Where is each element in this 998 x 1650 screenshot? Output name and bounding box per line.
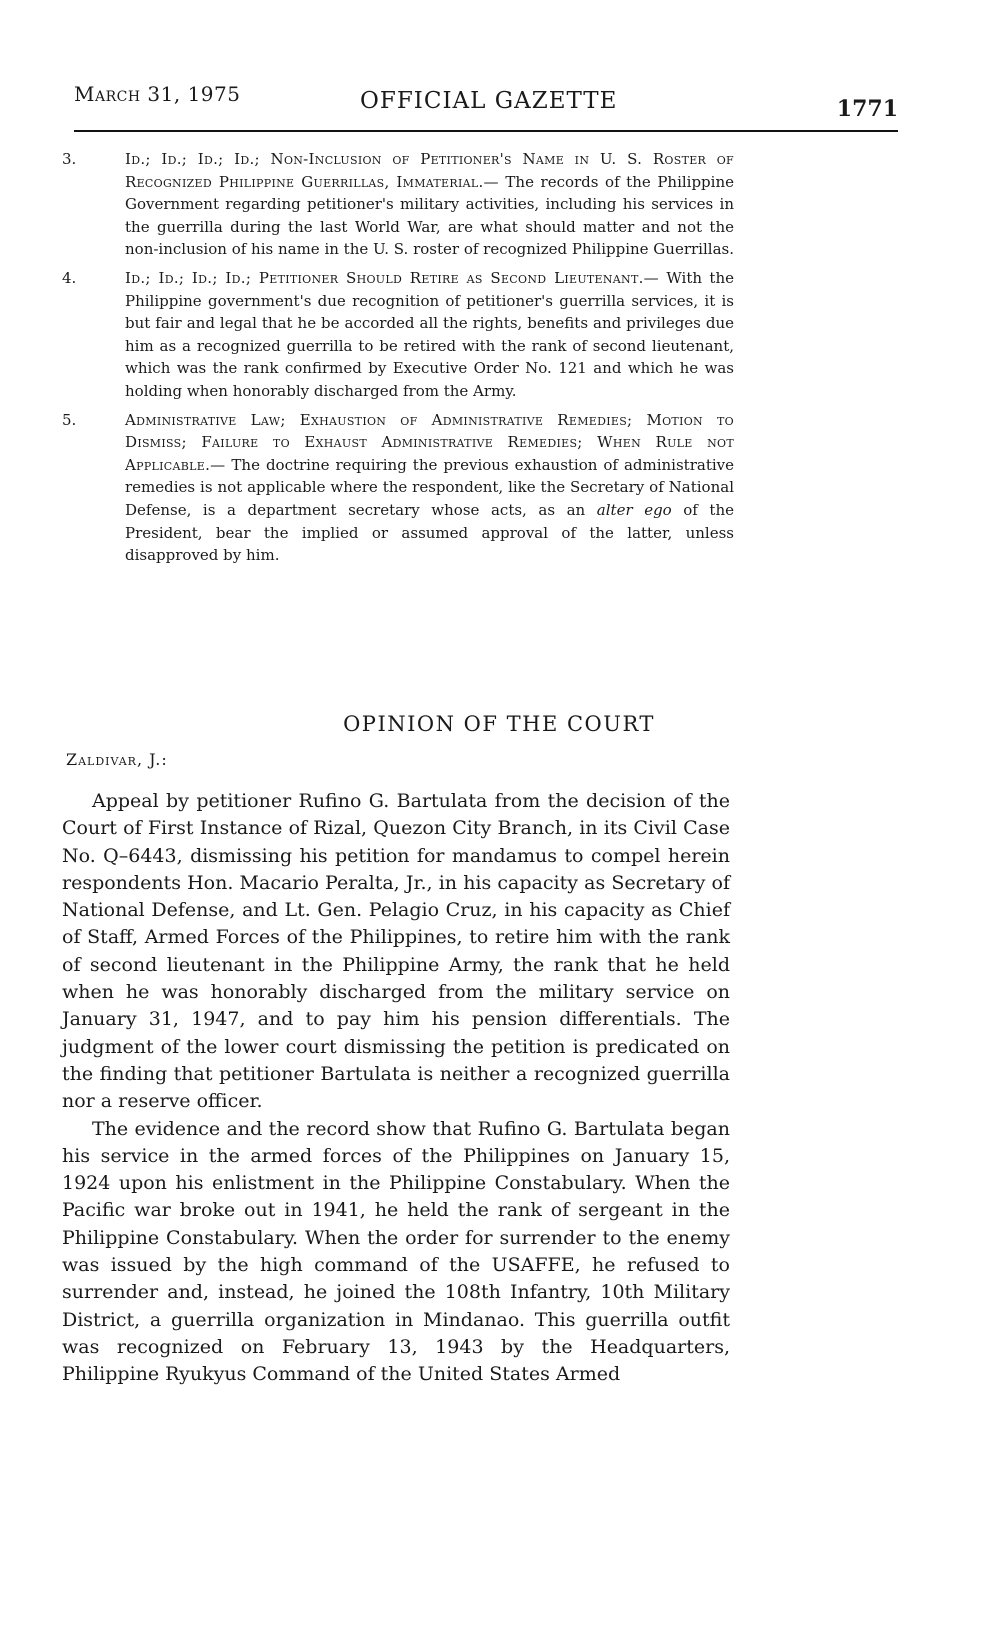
issue-date: March 31, 1975	[74, 82, 241, 106]
syllabus-text: The records of the Philippine Government regarding petitioner's military activities, including his services in the guerrilla during the last World War, are what should matter and not the non-inclusion of his name in the U. S. roster of recognized Philippine Guerrillas.	[125, 172, 734, 259]
syllabus-italic-term: alter ego	[596, 500, 672, 519]
opinion-paragraph: The evidence and the record show that Rufino G. Bartulata began his service in the armed forces of the Philippines on January 15, 1924 upon his enlistment in the Philippine Constabulary. When the Pacific war broke out in 1941, he held the rank of sergeant in the Philippine Constabulary. When the order for surrender to the enemy was issued by the high command of the USAFFE, he refused to surrender and, instead, he joined the 108th Infantry, 10th Military District, a guerrilla organization in Mindanao. This guerrilla outfit was recognized on February 13, 1943 by the Headquarters, Philippine Ryukyus Command of the United States Armed	[62, 1117, 730, 1386]
syllabus-text: The doctrine requiring the previous exhaustion of administrative remedies is not applicable where the respondent, like the Secretary of National Defense, is a department secretary whose acts, as an	[125, 455, 734, 519]
syllabus	[62, 148, 734, 573]
syllabus-text: With the Philippine government's due recognition of petitioner's guerrilla services, it is but fair and legal that he be accorded all the rights, benefits and privileges due him as a recognized guerrilla to be retired with the rank of second lieutenant, which was the rank confirmed by Executive Order No. 121 and which he was holding when honorably discharged from the Army.	[125, 268, 734, 400]
publication-title: OFFICIAL GAZETTE	[360, 88, 618, 114]
syllabus-number: 5.	[62, 410, 77, 429]
opinion-paragraph: Appeal by petitioner Rufino G. Bartulata from the decision of the Court of First Instance of Rizal, Quezon City Branch, in its Civil Case No. Q–6443, dismissing his petition for mandamus to compel herein respondents Hon. Macario Peralta, Jr., in his capacity as Secretary of National Defense, and Lt. Gen. Pelagio Cruz, in his capacity as Chief of Staff, Armed Forces of the Philippines, to retire him with the rank of second lieutenant in the Philippine Army, the rank that he held when he was honorably discharged from the military service on January 31, 1947, and to pay him his pension differentials. The judgment of the lower court dismissing the petition is predicated on the finding that petitioner Bartulata is neither a recognized guerrilla nor a reserve officer.	[62, 790, 730, 1113]
page-number: 1771	[836, 96, 898, 122]
syllabus-item	[62, 148, 734, 261]
opinion-body	[62, 788, 730, 1389]
syllabus-heading: Administrative Law; Exhaustion of Administrative Remedies; Motion to Dismiss; Failure to Exhaust Administrative Remedies; When Rule not Applicable.—	[125, 410, 734, 474]
syllabus-text: of the President, bear the implied or assumed approval of the latter, unless disapproved by him.	[125, 500, 735, 565]
syllabus-number: 4.	[62, 268, 77, 287]
syllabus-number: 3.	[62, 150, 77, 168]
syllabus-heading: Id.; Id.; Id.; Id.; Non-Inclusion of Petitioner's Name in U. S. Roster of Recognized Philippine Guerrillas, Immaterial.—	[125, 150, 734, 191]
header-rule	[74, 130, 898, 132]
opinion-author: Zaldivar, J.:	[66, 750, 168, 769]
syllabus-item	[62, 409, 734, 567]
opinion-title: OPINION OF THE COURT	[343, 712, 655, 736]
syllabus-heading: Id.; Id.; Id.; Id.; Petitioner Should Retire as Second Lieutenant.—	[125, 268, 659, 287]
page-header	[74, 82, 898, 122]
syllabus-item	[62, 267, 734, 403]
